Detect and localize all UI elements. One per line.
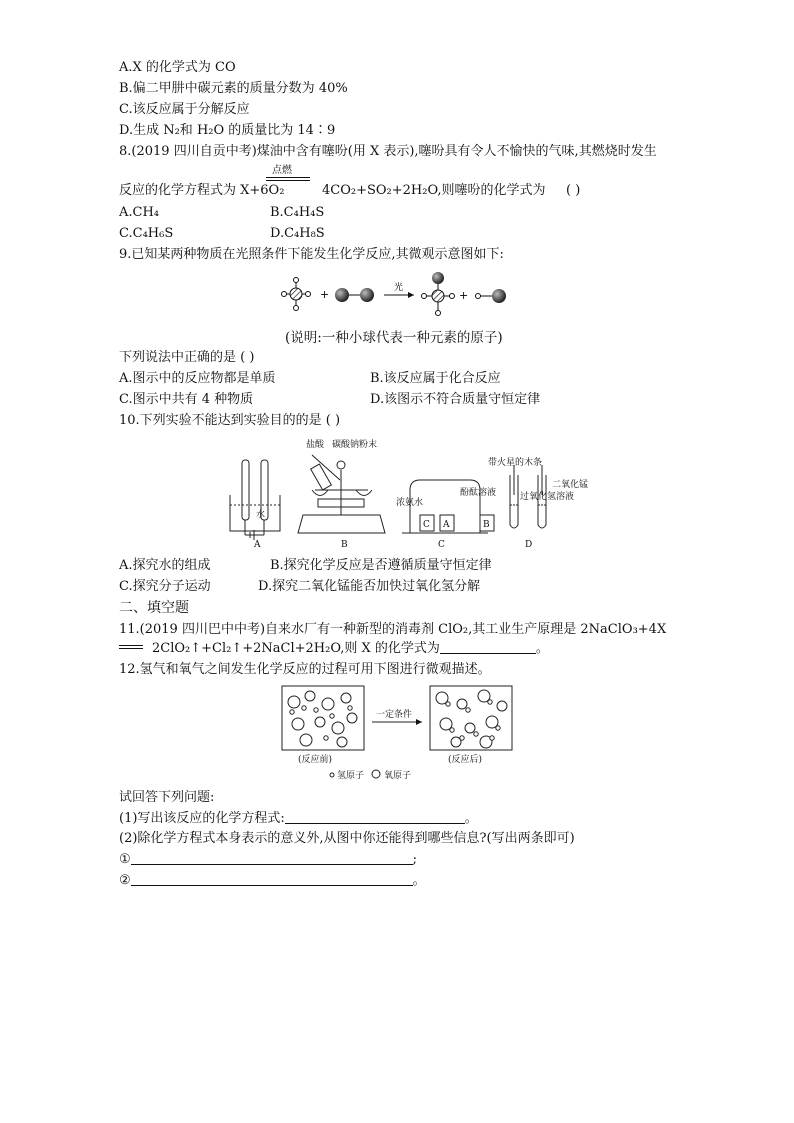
- hydrogen-atom: [314, 708, 318, 712]
- q12-item1: ① ;: [119, 852, 418, 867]
- hydrogen-atom: [460, 736, 464, 740]
- legend-o: 氧原子: [384, 771, 412, 781]
- oxygen-atom: [305, 691, 315, 701]
- oxygen-atom: [315, 717, 325, 727]
- hydrogen-atom: [488, 700, 492, 704]
- q10-option-d: D.探究二氧化锰能否加快过氧化氢分解: [258, 579, 481, 594]
- q8-equals-bar-top: [266, 177, 310, 178]
- hydrogen-atom: [290, 710, 294, 714]
- q8-condition: 点燃: [272, 165, 292, 176]
- q8-option-c: C.C₄H₆S: [119, 226, 174, 241]
- q9-note: (说明:一种小球代表一种元素的原子): [285, 330, 503, 346]
- beaker-a: A: [443, 520, 450, 530]
- q12-reaction-diagram: [280, 684, 520, 782]
- q9-stem: 9.已知某两种物质在光照条件下能发生化学反应,其微观示意图如下:: [119, 247, 504, 262]
- condition-label: 一定条件: [376, 710, 413, 720]
- hydrogen-atom: [450, 728, 454, 732]
- q10-option-b: B.探究化学反应是否遵循质量守恒定律: [270, 558, 492, 573]
- beaker-c: C: [423, 520, 430, 530]
- plus-sign: +: [320, 288, 330, 301]
- oxygen-atom: [497, 701, 507, 711]
- q11-equals-bar-bottom: [119, 648, 143, 649]
- legend-h: 氢原子: [337, 771, 365, 781]
- hydrogen-atom: [302, 706, 306, 710]
- q8-option-b: B.C₄H₄S: [270, 205, 325, 220]
- oxygen-atom: [347, 713, 357, 723]
- q7-option-c: C.该反应属于分解反应: [119, 102, 250, 117]
- q12-info2-blank[interactable]: [131, 873, 413, 886]
- hydrogen-atom: [474, 732, 478, 736]
- before-label: (反应前): [298, 755, 333, 765]
- q10-experiment-figure: [220, 435, 589, 550]
- q12-prompt: 试回答下列问题:: [119, 790, 215, 805]
- apparatus-b: [298, 455, 385, 533]
- fig-label-a: A: [254, 540, 261, 550]
- label-ammonia: 浓氨水: [396, 498, 424, 508]
- q8-option-d: D.C₄H₈S: [270, 226, 325, 241]
- q12-sub2: (2)除化学方程式本身表示的意义外,从图中你还能得到哪些信息?(写出两条即可): [119, 831, 575, 846]
- hydrogen-atom: [446, 702, 450, 706]
- q9-option-d: D.该图示不符合质量守恒定律: [370, 392, 541, 407]
- label-phenol: 酚酞溶液: [460, 488, 497, 498]
- product-molecule-1: [422, 272, 455, 316]
- reactant-molecule-2: [335, 288, 374, 302]
- hydrogen-atom: [348, 706, 352, 710]
- q9-option-c: C.图示中共有 4 种物质: [119, 392, 254, 407]
- oxygen-atom: [288, 696, 300, 708]
- q12-info1-blank[interactable]: [131, 852, 413, 865]
- q9-question: 下列说法中正确的是 ( ): [119, 350, 255, 365]
- label-hcl: 盐酸: [306, 440, 325, 450]
- q10-stem: 10.下列实验不能达到实验目的的是 ( ): [119, 413, 341, 428]
- q9-option-b: B.该反应属于化合反应: [370, 371, 501, 386]
- oxygen-atom: [332, 722, 344, 734]
- oxygen-atom: [465, 723, 475, 733]
- hydrogen-atom: [496, 726, 500, 730]
- q11-line2: 2ClO₂↑+Cl₂↑+2NaCl+2H₂O,则 X 的化学式为 。: [152, 641, 549, 656]
- label-na2co3: 碳酸钠粉末: [332, 440, 378, 450]
- q8-equation-right: 4CO₂+SO₂+2H₂O,则噻吩的化学式为: [322, 183, 546, 198]
- after-label: (反应后): [448, 755, 483, 765]
- q8-equation-left: 反应的化学方程式为 X+6O₂: [119, 183, 285, 198]
- reactant-molecule-1: [282, 278, 311, 311]
- q7-option-a: A.X 的化学式为 CO: [119, 60, 236, 75]
- fig-label-d: D: [525, 540, 533, 550]
- q12-sub1: (1)写出该反应的化学方程式: 。: [119, 811, 478, 826]
- oxygen-atom: [337, 737, 347, 747]
- product-molecule-2: [476, 289, 507, 303]
- oxygen-atom: [341, 693, 351, 703]
- q11-equation: 2ClO₂↑+Cl₂↑+2NaCl+2H₂O,则 X 的化学式为: [152, 641, 440, 656]
- q7-option-b: B.偏二甲肼中碳元素的质量分数为 40%: [119, 81, 348, 96]
- q11-answer-blank[interactable]: [440, 641, 536, 654]
- beaker-b: B: [483, 520, 490, 530]
- q11-equals-bar-top: [119, 645, 143, 646]
- hydrogen-atom: [324, 736, 328, 740]
- q12-item2: ② 。: [119, 873, 426, 888]
- label-splint: 带火星的木条: [488, 458, 543, 468]
- q10-option-c: C.探究分子运动: [119, 579, 211, 594]
- q12-stem: 12.氢气和氧气之间发生化学反应的过程可用下图进行微观描述。: [119, 662, 491, 677]
- q9-molecule-diagram: [278, 268, 518, 324]
- q11-line1: 11.(2019 四川巴中中考)自来水厂有一种新型的消毒剂 ClO₂,其工业生产原理是 2NaClO₃+4X: [119, 622, 667, 637]
- hydrogen-atom: [466, 708, 470, 712]
- fig-label-b: B: [341, 540, 348, 550]
- label-water: 水: [256, 510, 266, 520]
- q8-equals-bar-bottom: [266, 180, 310, 181]
- hydrogen-atom: [330, 714, 334, 718]
- q7-option-d: D.生成 N₂和 H₂O 的质量比为 14∶9: [119, 123, 336, 138]
- label-h2o2: 过氧化氢溶液: [520, 492, 575, 502]
- label-mno2: 二氧化锰: [552, 480, 589, 490]
- oxygen-atom: [322, 698, 334, 710]
- svg-text:+: +: [459, 289, 469, 302]
- q8-option-a: A.CH₄: [119, 205, 160, 220]
- oxygen-atom: [457, 699, 467, 709]
- apparatus-a: [230, 460, 280, 540]
- q8-stem: 8.(2019 四川自贡中考)煤油中含有噻吩(用 X 表示),噻吩具有令人不愉快的气味,其燃烧时发生: [119, 144, 657, 159]
- oxygen-atom: [292, 718, 304, 730]
- fig-label-c: C: [438, 540, 445, 550]
- q10-option-a: A.探究水的组成: [119, 558, 211, 573]
- q9-option-a: A.图示中的反应物都是单质: [119, 371, 276, 386]
- q12-equation-blank[interactable]: [285, 811, 465, 824]
- arrow-label: 光: [394, 283, 404, 293]
- hydrogen-atom: [490, 736, 494, 740]
- oxygen-atom: [300, 734, 312, 746]
- section-heading: 二、填空题: [119, 600, 189, 616]
- q8-answer-paren: ( ): [566, 183, 581, 198]
